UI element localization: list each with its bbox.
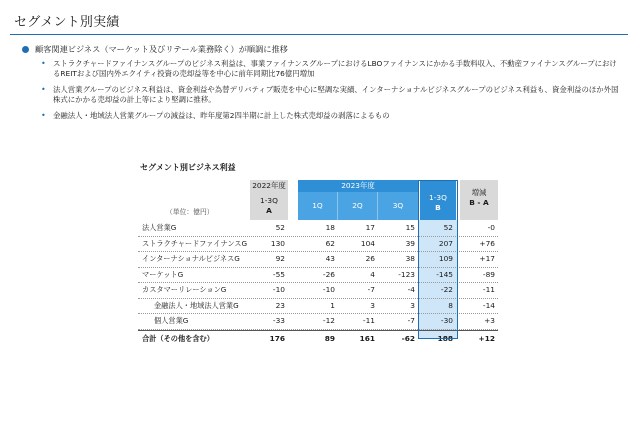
cell-q2: 3 — [370, 300, 375, 310]
unit-label: （単位：億円） — [166, 208, 214, 216]
header-2023-period: 1-3Q — [429, 193, 447, 202]
cell-q2: 17 — [365, 223, 375, 232]
bullet-section — [22, 44, 622, 126]
cell-q3: -7 — [407, 316, 415, 325]
cell-diff: -14 — [482, 300, 495, 310]
cell-a: 130 — [270, 238, 285, 248]
sub-bullet — [41, 85, 622, 106]
cell-q1: 43 — [325, 254, 335, 263]
cell-b: 52 — [443, 223, 453, 232]
row-label: 金融法人・地域法人営業G — [154, 300, 239, 310]
total-cell-a: 176 — [269, 333, 285, 343]
total-cell-q2: 161 — [359, 333, 375, 343]
cell-diff: -0 — [487, 223, 495, 232]
segment-profit-table — [138, 180, 498, 343]
cell-q3: 3 — [410, 300, 415, 310]
header-2022-tag: A — [266, 206, 272, 215]
cell-b: 109 — [438, 254, 453, 263]
bullet-dot-icon — [22, 46, 29, 53]
row-label: カスタマーリレーションG — [142, 285, 227, 294]
cell-q2: -11 — [362, 316, 375, 325]
cell-q1: -12 — [322, 316, 335, 325]
cell-q3: -4 — [407, 285, 415, 294]
header-3q: 3Q — [378, 192, 418, 220]
sub-bullet-text: 法人営業グループのビジネス利益は、資金利益や為替デリバティブ販売を中心に堅調な実績、インターナショナルビジネスグループのビジネス利益も、資金利益のほか外国株式にかかる売却益の計上等により堅調に推移。 — [53, 84, 619, 104]
cell-b: 207 — [438, 238, 453, 248]
cell-a: 23 — [275, 300, 285, 310]
cell-q2: 104 — [360, 238, 375, 248]
cell-a: -33 — [272, 316, 285, 325]
row-label: マーケットG — [142, 269, 184, 279]
main-bullet — [22, 44, 622, 55]
total-cell-q3: -62 — [401, 333, 415, 343]
cell-q1: -26 — [322, 269, 335, 279]
cell-q3: 39 — [405, 238, 415, 248]
total-cell-b: 188 — [437, 333, 453, 343]
sub-bullet-text: ストラクチャードファイナンスグループのビジネス利益は、事業ファイナンスグループにおけるLBOファイナンスにかかる手数料収入、不動産ファイナンスグループにおけるREITおよび国内外エクイティ投資の売却益等を中心に前年同期比76億円増加 — [53, 58, 617, 78]
cell-q1: 1 — [330, 300, 335, 310]
cell-a: 92 — [275, 254, 285, 263]
sub-bullet-dot-icon: • — [41, 84, 46, 94]
header-2q: 2Q — [338, 192, 378, 220]
header-2023-tag: B — [435, 203, 441, 212]
sub-bullet-dot-icon: • — [41, 58, 46, 68]
title-divider — [10, 34, 628, 35]
row-label: 法人営業G — [142, 223, 177, 232]
cell-b: -145 — [436, 269, 453, 279]
total-cell-q1: 89 — [324, 333, 335, 343]
main-bullet-text: 顧客関連ビジネス（マーケット及びリテール業務除く）が順調に推移 — [35, 44, 288, 54]
cell-q2: 26 — [365, 254, 375, 263]
sub-bullet — [41, 59, 622, 80]
row-label: 個人営業G — [154, 316, 189, 325]
cell-q3: 15 — [405, 223, 415, 232]
cell-a: 52 — [275, 223, 285, 232]
cell-b: -22 — [440, 285, 453, 294]
cell-diff: +17 — [479, 254, 495, 263]
cell-diff: -11 — [482, 285, 495, 294]
header-1q: 1Q — [298, 192, 338, 220]
header-diff-label: 増減 — [471, 188, 487, 197]
header-2022-period: 1-3Q — [260, 196, 278, 205]
total-row-label: 合計（その他を含む） — [142, 333, 214, 343]
cell-q1: 62 — [325, 238, 335, 248]
cell-diff: +3 — [484, 316, 495, 325]
cell-diff: -89 — [482, 269, 495, 279]
cell-q2: 4 — [370, 269, 375, 279]
header-fy2022: 2022年度 — [250, 180, 288, 192]
header-2023-1-3q — [420, 180, 456, 220]
header-diff — [460, 180, 498, 220]
row-label: ストラクチャードファイナンスG — [142, 238, 248, 248]
cell-a: -10 — [272, 285, 285, 294]
header-diff-formula: B - A — [469, 198, 489, 207]
cell-b: -30 — [440, 316, 453, 325]
cell-diff: +76 — [479, 238, 495, 248]
sub-bullet-dot-icon: • — [41, 110, 46, 120]
page-title: セグメント別実績 — [14, 15, 120, 30]
header-2022-1-3q — [250, 192, 288, 220]
cell-q3: 38 — [405, 254, 415, 263]
cell-q2: -7 — [367, 285, 375, 294]
row-label: インターナショナルビジネスG — [142, 254, 240, 263]
cell-q1: 18 — [325, 223, 335, 232]
sub-bullet-text: 金融法人・地域法人営業グループの減益は、昨年度第2四半期に計上した株式売却益の剥落によるもの — [53, 110, 390, 120]
cell-b: 8 — [448, 300, 453, 310]
header-fy2023: 2023年度 — [298, 180, 418, 192]
sub-bullet — [41, 111, 622, 122]
cell-q3: -123 — [398, 269, 415, 279]
cell-a: -55 — [272, 269, 285, 279]
table-title: セグメント別ビジネス利益 — [140, 163, 236, 172]
total-cell-diff: +12 — [478, 333, 495, 343]
cell-q1: -10 — [322, 285, 335, 294]
